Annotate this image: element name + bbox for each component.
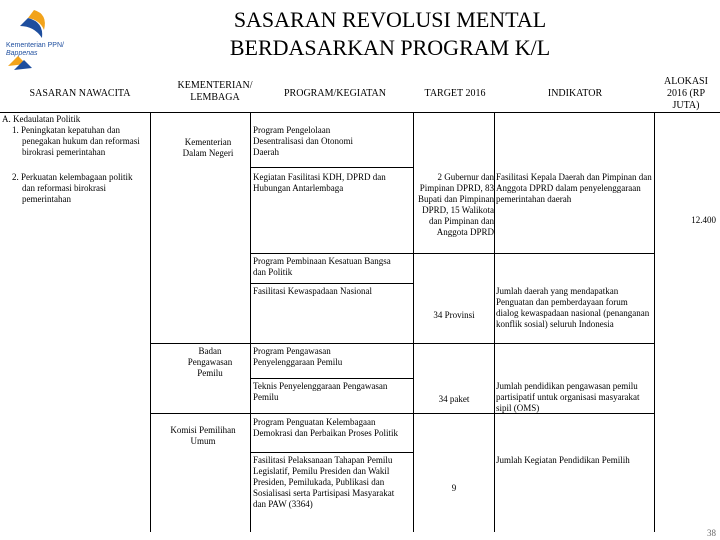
logo-line1: Kementerian PPN/ xyxy=(6,42,64,49)
title-line2: BERDASARKAN PROGRAM K/L xyxy=(229,35,551,60)
indikator-item-2: Jumlah daerah yang mendapatkan Penguatan dan pemberdayaan forum dialog kewaspadaan nasional (penanganan konflik sosial) seluruh Indonesia xyxy=(496,286,650,329)
grid-h-top xyxy=(0,112,720,113)
kementerian-bawaslu: Badan Pengawasan Pemilu xyxy=(187,346,233,378)
program-item-2: Kegiatan Fasilitasi KDH, DPRD dan Hubungan Antarlembaga xyxy=(253,172,386,193)
page-number: 38 xyxy=(707,528,716,538)
grid-h-program-5 xyxy=(250,378,414,379)
program-item-3: Program Pembinaan Kesatuan Bangsa dan Politik xyxy=(253,256,391,277)
program-item-6: Teknis Penyelenggaraan Pengawasan Pemilu xyxy=(253,381,388,402)
target-item-1: 2 Gubernur dan Pimpinan DPRD, 83 Bupati dan Pimpinan DPRD, 15 Walikota dan Pimpinan dan Anggota DPRD xyxy=(418,172,494,237)
header-kementerian: KEMENTERIAN/ LEMBAGA xyxy=(177,80,253,103)
target-item-2: 34 Provinsi xyxy=(433,310,475,320)
indikator-item-3: Jumlah pendidikan pengawasan pemilu partisipatif untuk organisasi masyarakat sipil (OMS) xyxy=(496,381,640,413)
header-program: PROGRAM/KEGIATAN xyxy=(284,88,386,99)
indikator-item-4: Jumlah Kegiatan Pendidikan Pemilih xyxy=(496,455,630,465)
header-target: TARGET 2016 xyxy=(424,88,486,99)
header-indikator: INDIKATOR xyxy=(547,88,603,99)
program-item-7: Program Penguatan Kelembagaan Demokrasi dan Perbaikan Proses Politik xyxy=(253,417,398,438)
grid-v-4 xyxy=(494,112,495,532)
header-nawacita: SASARAN NAWACITA xyxy=(29,88,131,99)
nawacita-heading: A. Kedaulatan Politik xyxy=(2,114,81,124)
program-item-8: Fasilitasi Pelaksanaan Tahapan Pemilu Legislatif, Pemilu Presiden dan Wakil Presiden, Pemilukada, Publikasi dan Sosialisasi serta Partisipasi Masyarakat dan PAW (3364) xyxy=(253,455,395,509)
header-alokasi: ALOKASI 2016 (RP JUTA) xyxy=(664,76,708,111)
logo-line2: Bappenas xyxy=(6,50,38,57)
kementerian-kpu: Komisi Pemilihan Umum xyxy=(170,425,236,446)
indikator-item-1: Fasilitasi Kepala Daerah dan Pimpinan dan Anggota DPRD dalam penyelenggaraan pemerintahan daerah xyxy=(496,172,652,204)
grid-h-program-3 xyxy=(250,283,414,284)
bappenas-logo-icon xyxy=(4,4,84,74)
program-item-4: Fasilitasi Kewaspadaan Nasional xyxy=(253,286,372,296)
target-item-3: 34 paket xyxy=(438,394,470,404)
grid-h-row2 xyxy=(250,253,654,254)
grid-v-5 xyxy=(654,112,655,532)
grid-v-2 xyxy=(250,112,251,532)
program-item-5: Program Pengawasan Penyelenggaraan Pemilu xyxy=(253,346,343,367)
grid-v-1 xyxy=(150,112,151,532)
grid-h-program-1 xyxy=(250,167,414,168)
nawacita-item-2: 2. Perkuatan kelembagaan politik dan reformasi birokrasi pemerintahan xyxy=(12,172,133,204)
nawacita-item-1: 1. Peningkatan kepatuhan dan penegakan hukum dan reformasi birokrasi pemerintahan xyxy=(12,125,140,157)
kementerian-kemendagri: Kementerian Dalam Negeri xyxy=(182,137,234,158)
grid-h-row4 xyxy=(150,343,654,344)
target-item-4: 9 xyxy=(451,483,457,493)
alokasi-item-1: 12.400 xyxy=(691,215,716,225)
grid-h-program-7 xyxy=(250,452,414,453)
program-item-1: Program Pengelolaan Desentralisasi dan Otonomi Daerah xyxy=(253,125,353,157)
page-title xyxy=(180,6,600,62)
title-line1: SASARAN REVOLUSI MENTAL xyxy=(233,7,547,32)
